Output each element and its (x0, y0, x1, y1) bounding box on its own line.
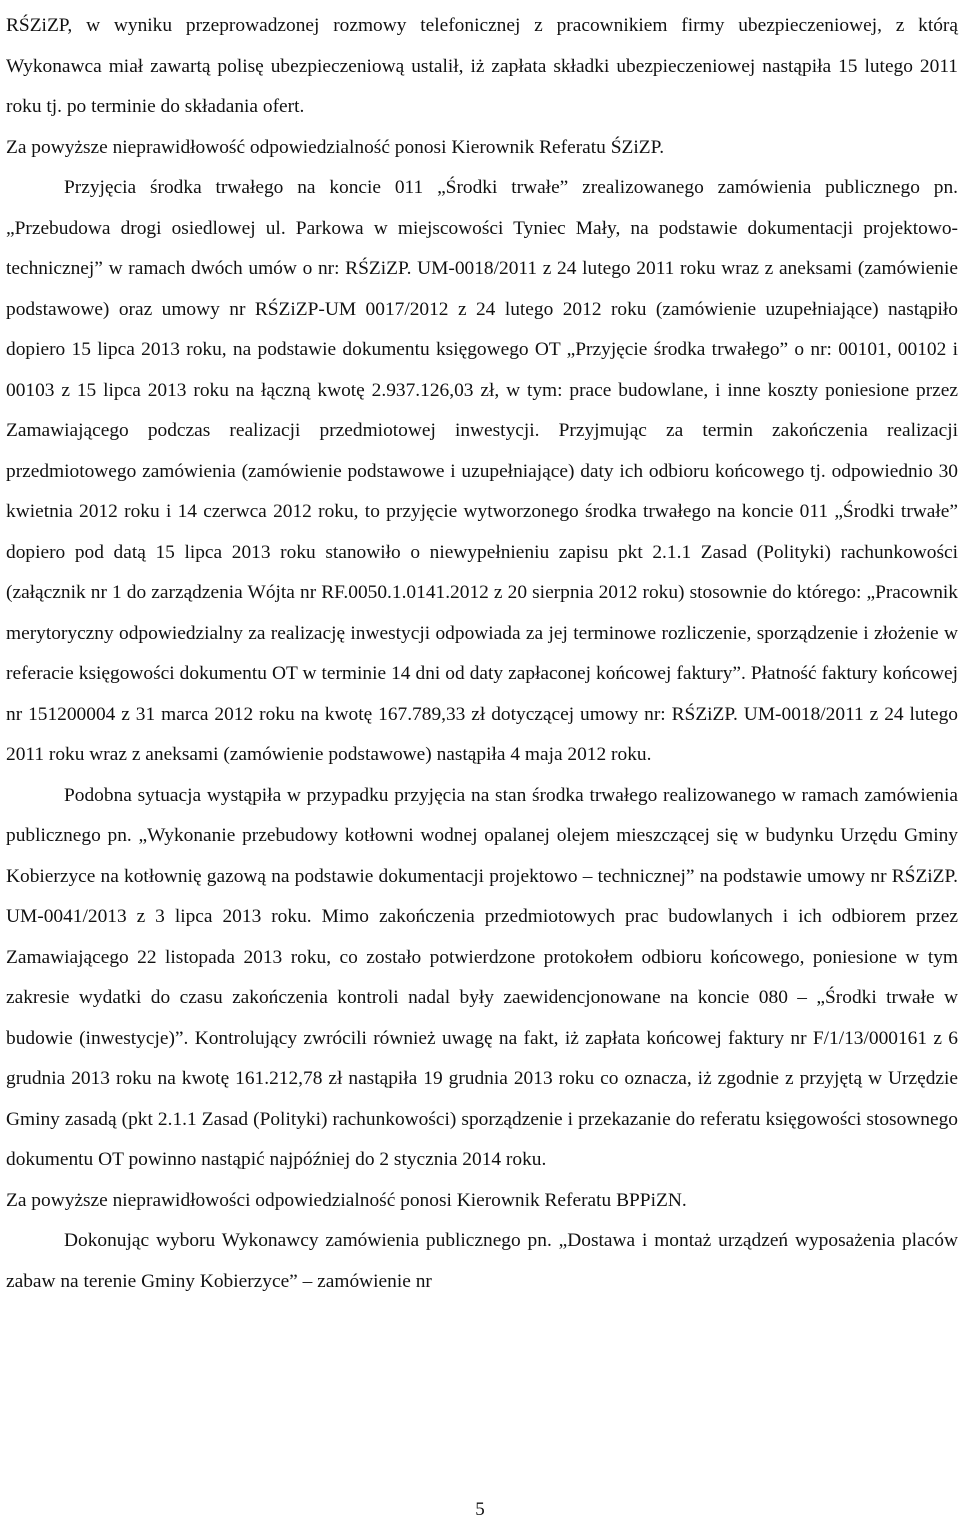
paragraph-insurance-finding: RŚZiZP, w wyniku przeprowadzonej rozmowy telefonicznej z pracownikiem firmy ubezpieczeniowej, z którą Wykonawca miał zawartą polisę ubezpieczeniową ustalił, iż zapłata składki ubezpieczeniowej nastąpiła 15 lutego 2011 roku tj. po terminie do składania ofert. (6, 15, 958, 117)
paragraph-fixed-asset-boiler: Podobna sytuacja wystąpiła w przypadku przyjęcia na stan środka trwałego realizowanego w ramach zamówienia publicznego pn. „Wykonanie przebudowy kotłowni wodnej opalanej olejem mieszczącej się w budynku Urzędu Gminy Kobierzyce na kotłownię gazową na podstawie dokumentacji projektowo – technicznej” na podstawie umowy nr RŚZiZP. UM-0041/2013 z 3 lipca 2013 roku. Mimo zakończenia przedmiotowych prac budowlanych i ich odbiorem przez Zamawiającego 22 listopada 2013 roku, co zostało potwierdzone protokołem odbioru końcowego, poniesione w tym zakresie wydatki do czasu zakończenia kontroli nadal były zaewidencjonowane na koncie 080 – „Środki trwałe w budowie (inwestycje)”. Kontrolujący zwrócili również uwagę na fakt, iż zapłata końcowej faktury nr F/1/13/000161 z 6 grudnia 2013 roku na kwotę 161.212,78 zł nastąpiła 19 grudnia 2013 roku co oznacza, iż zgodnie z przyjętą w Urzędzie Gminy zasadą (pkt 2.1.1 Zasad (Polityki) rachunkowości) sporządzenie i przekazanie do referatu księgowości stosownego dokumentu OT powinno nastąpić najpóźniej do 2 stycznia 2014 roku. (6, 784, 958, 1170)
page-number: 5 (475, 1499, 485, 1520)
document-page (6, 6, 958, 1302)
paragraph-responsibility-szizp: Za powyższe nieprawidłowość odpowiedzialność ponosi Kierownik Referatu ŚZiZP. (6, 136, 665, 158)
paragraph-playground-equipment: Dokonując wyboru Wykonawcy zamówienia publicznego pn. „Dostawa i montaż urządzeń wyposażenia placów zabaw na terenie Gminy Kobierzyce” – zamówienie nr (6, 1230, 958, 1292)
paragraph-responsibility-bppizn: Za powyższe nieprawidłowości odpowiedzialność ponosi Kierownik Referatu BPPiZN. (6, 1189, 687, 1211)
paragraph-fixed-asset-road: Przyjęcia środka trwałego na koncie 011 „Środki trwałe” zrealizowanego zamówienia publicznego pn. „Przebudowa drogi osiedlowej ul. Parkowa w miejscowości Tyniec Mały, na podstawie dokumentacji projektowo- technicznej” w ramach dwóch umów o nr: RŚZiZP. UM-0018/2011 z 24 lutego 2011 roku wraz z aneksami (zamówienie podstawowe) oraz umowy nr RŚZiZP-UM 0017/2012 z 24 lutego 2012 roku (zamówienie uzupełniające) nastąpiło dopiero 15 lipca 2013 roku, na podstawie dokumentu księgowego OT „Przyjęcie środka trwałego” o nr: 00101, 00102 i 00103 z 15 lipca 2013 roku na łączną kwotę 2.937.126,03 zł, w tym: prace budowlane, i inne koszty poniesione przez Zamawiającego podczas realizacji przedmiotowej inwestycji. Przyjmując za termin zakończenia realizacji przedmiotowego zamówienia (zamówienie podstawowe i uzupełniające) daty ich odbioru końcowego tj. odpowiednio 30 kwietnia 2012 roku i 14 czerwca 2012 roku, to przyjęcie wytworzonego środka trwałego na koncie 011 „Środki trwałe” dopiero pod datą 15 lipca 2013 roku stanowiło o niewypełnieniu zapisu pkt 2.1.1 Zasad (Polityki) rachunkowości (załącznik nr 1 do zarządzenia Wójta nr RF.0050.1.0141.2012 z 20 sierpnia 2012 roku) stosownie do którego: „Pracownik merytoryczny odpowiedzialny za realizację inwestycji odpowiada za jej terminowe rozliczenie, sporządzenie i złożenie w referacie księgowości dokumentu OT w terminie 14 dni od daty zapłaconej końcowej faktury”. Płatność faktury końcowej nr 151200004 z 31 marca 2012 roku na kwotę 167.789,33 zł dotyczącej umowy nr: RŚZiZP. UM-0018/2011 z 24 lutego 2011 roku wraz z aneksami (zamówienie podstawowe) nastąpiła 4 maja 2012 roku. (6, 177, 958, 765)
